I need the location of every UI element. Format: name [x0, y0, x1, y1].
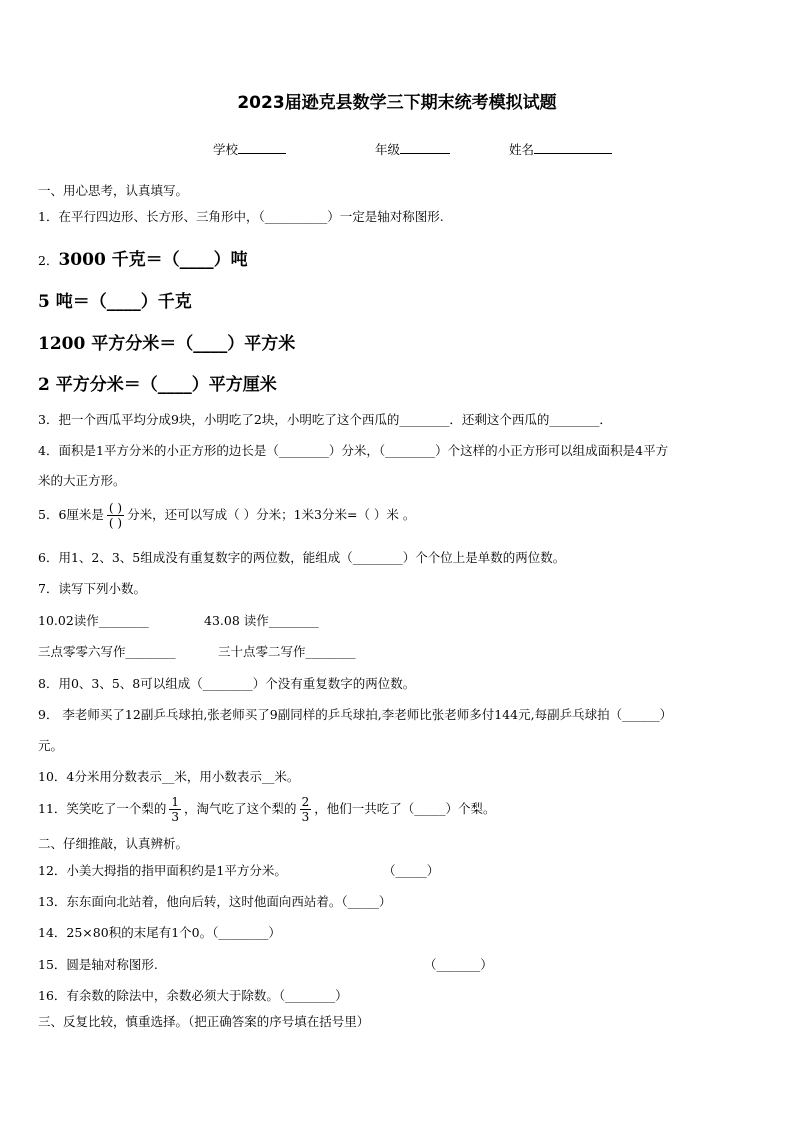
- question-9-line2: 元。: [38, 738, 64, 753]
- question-14: 14．25×80积的末尾有1个0。（________）: [38, 925, 281, 940]
- question-2a-text: 3000 千克＝（____）吨: [58, 250, 248, 270]
- name-blank: [534, 141, 612, 154]
- fraction-denominator: 3: [301, 810, 310, 824]
- question-12-answer: （_____）: [383, 863, 440, 878]
- question-11-part-a: 11．笑笑吃了一个梨的: [38, 801, 167, 816]
- school-blank: [238, 141, 286, 154]
- question-7c: 三点零零六写作________: [38, 644, 176, 659]
- section-3-heading: 三、反复比较，慎重选择。（把正确答案的序号填在括号里）: [38, 1014, 370, 1029]
- page-title: 2023届逊克县数学三下期末统考模拟试题: [237, 93, 557, 113]
- question-12: 12．小美大拇指的指甲面积约是1平方分米。: [38, 863, 287, 878]
- fraction-numerator: ( ): [108, 501, 123, 515]
- question-5-fraction: [107, 501, 124, 530]
- question-7d: 三十点零二写作________: [218, 644, 356, 659]
- question-10: 10．4分米用分数表示__米，用小数表示__米。: [38, 769, 300, 784]
- school-field: [213, 140, 286, 158]
- fraction-numerator: 2: [301, 795, 310, 809]
- question-7b: 43.08 读作________: [204, 613, 319, 628]
- fraction-denominator: ( ): [108, 516, 123, 530]
- fraction-denominator: 3: [171, 810, 180, 824]
- name-field: [509, 140, 612, 158]
- question-9-line1: 9． 李老师买了12副乒乓球拍,张老师买了9副同样的乒乓球拍,李老师比张老师多付144元,每副乒乓球拍（______）: [38, 707, 673, 722]
- question-15: 15．圆是轴对称图形.: [38, 957, 158, 972]
- question-2c: 1200 平方分米＝（____）平方米: [38, 334, 296, 354]
- question-13: 13．东东面向北站着，他向后转，这时他面向西站着。（_____）: [38, 894, 392, 909]
- question-2b: 5 吨＝（____）千克: [38, 292, 192, 312]
- question-4-line2: 米的大正方形。: [38, 473, 126, 488]
- fraction-one-third: [169, 795, 181, 824]
- fraction-numerator: 1: [171, 795, 180, 809]
- question-16: 16．有余数的除法中，余数必须大于除数。（________）: [38, 988, 348, 1003]
- question-5: [38, 501, 415, 530]
- question-2-number: 2．: [38, 253, 59, 268]
- question-3: 3．把一个西瓜平均分成9块，小明吃了2块，小明吃了这个西瓜的________．还剩这个西瓜的________．: [38, 412, 612, 427]
- section-1-heading: 一、用心思考，认真填写。: [38, 183, 189, 198]
- fraction-two-thirds: [300, 795, 312, 824]
- question-11-part-c: ，他们一共吃了（_____）个梨。: [314, 801, 496, 816]
- question-5-suffix: 分米，还可以写成（ ）分米；1米3分米=（ ）米 。: [127, 507, 416, 522]
- question-15-answer: （_______）: [424, 957, 493, 972]
- question-4-line1: 4．面积是1平方分米的小正方形的边长是（________）分米，（________）个这样的小正方形可以组成面积是4平方: [38, 443, 669, 458]
- question-6: 6．用1、2、3、5组成没有重复数字的两位数，能组成（________）个个位上是单数的两位数。: [38, 550, 566, 565]
- question-11-part-b: ，淘气吃了这个梨的: [184, 801, 297, 816]
- grade-label: 年级: [375, 142, 401, 157]
- question-1: 1．在平行四边形、长方形、三角形中，（__________）一定是轴对称图形.: [38, 209, 444, 224]
- question-11: [38, 795, 495, 824]
- question-7a: 10.02读作________: [38, 613, 149, 628]
- question-7: 7．读写下列小数。: [38, 581, 146, 596]
- school-label: 学校: [213, 142, 239, 157]
- question-2d: 2 平方分米＝（____）平方厘米: [38, 375, 277, 395]
- question-5-prefix: 5．6厘米是: [38, 507, 104, 522]
- section-2-heading: 二、仔细推敲，认真辨析。: [38, 836, 189, 851]
- question-8: 8．用0、3、5、8可以组成（________）个没有重复数字的两位数。: [38, 676, 416, 691]
- name-label: 姓名: [509, 142, 535, 157]
- grade-field: [375, 140, 450, 158]
- grade-blank: [400, 141, 450, 154]
- question-2a: [38, 245, 248, 270]
